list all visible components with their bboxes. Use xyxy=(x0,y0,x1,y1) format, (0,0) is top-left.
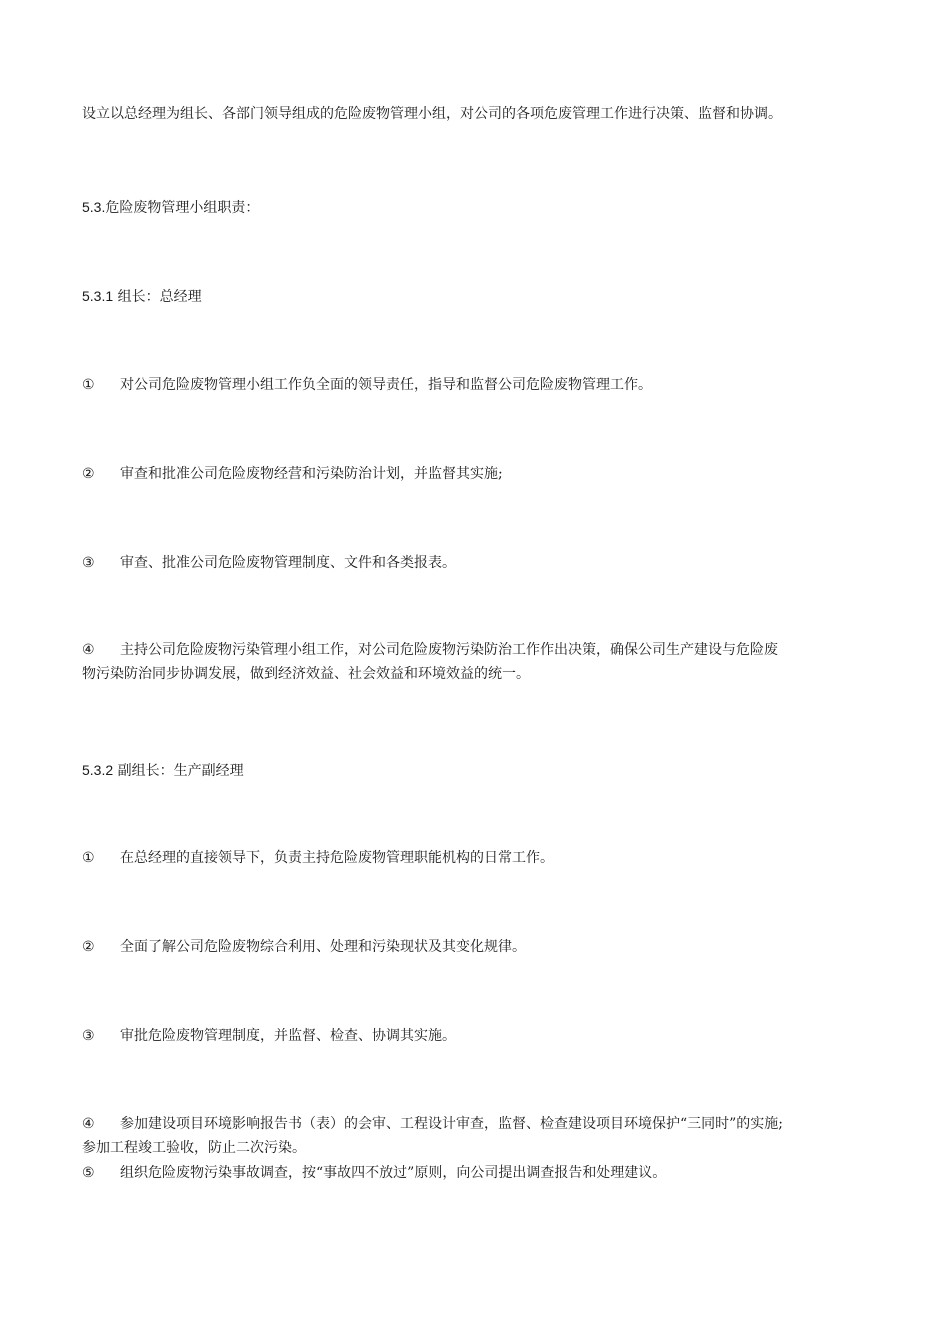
list-item xyxy=(82,1024,882,1048)
item-text: 审批危险废物管理制度，并监督、检查、协调其实施。 xyxy=(120,1028,456,1044)
list-item xyxy=(82,846,882,870)
section-heading-5-3-2 xyxy=(82,758,882,783)
list-item xyxy=(82,551,882,575)
section-title: 组长：总经理 xyxy=(117,289,202,305)
item-marker: ⑤ xyxy=(82,1165,95,1181)
list-item xyxy=(82,373,882,397)
list-item xyxy=(82,1112,882,1160)
intro-paragraph xyxy=(82,102,882,126)
item-text-continued: 参加工程竣工验收，防止二次污染。 xyxy=(82,1140,306,1156)
item-text: 审查和批准公司危险废物经营和污染防治计划，并监督其实施; xyxy=(120,466,503,482)
item-marker: ④ xyxy=(82,1116,95,1132)
item-text: 主持公司危险废物污染管理小组工作，对公司危险废物污染防治工作作出决策，确保公司生产建设与危险废 xyxy=(120,642,778,658)
item-marker: ② xyxy=(82,466,95,482)
list-item xyxy=(82,638,882,686)
section-number: 5.3. xyxy=(82,199,106,215)
section-number: 5.3.2 xyxy=(82,762,114,778)
item-text: 参加建设项目环境影响报告书（表）的会审、工程设计审查，监督、检查建设项目环境保护“三同时”的实施; xyxy=(120,1116,784,1132)
section-title: 副组长：生产副经理 xyxy=(117,763,244,779)
item-text: 组织危险废物污染事故调查，按“事故四不放过”原则，向公司提出调查报告和处理建议。 xyxy=(120,1165,667,1181)
item-marker: ① xyxy=(82,850,95,866)
item-text: 对公司危险废物管理小组工作负全面的领导责任，指导和监督公司危险废物管理工作。 xyxy=(120,377,652,393)
list-item xyxy=(82,1161,882,1185)
item-marker: ③ xyxy=(82,1028,95,1044)
item-text: 在总经理的直接领导下，负责主持危险废物管理职能机构的日常工作。 xyxy=(120,850,554,866)
section-heading-5-3-1 xyxy=(82,284,882,309)
item-text: 审查、批准公司危险废物管理制度、文件和各类报表。 xyxy=(120,555,456,571)
list-item xyxy=(82,462,882,486)
item-text-continued: 物污染防治同步协调发展，做到经济效益、社会效益和环境效益的统一。 xyxy=(82,666,530,682)
item-marker: ① xyxy=(82,377,95,393)
list-item xyxy=(82,935,882,959)
intro-text: 设立以总经理为组长、各部门领导组成的危险废物管理小组，对公司的各项危废管理工作进行决策、监督和协调。 xyxy=(82,106,782,122)
section-heading-5-3 xyxy=(82,195,882,220)
item-marker: ② xyxy=(82,939,95,955)
item-text: 全面了解公司危险废物综合利用、处理和污染现状及其变化规律。 xyxy=(120,939,526,955)
section-number: 5.3.1 xyxy=(82,288,114,304)
item-marker: ④ xyxy=(82,642,95,658)
item-marker: ③ xyxy=(82,555,95,571)
section-title: 危险废物管理小组职责： xyxy=(105,200,260,216)
